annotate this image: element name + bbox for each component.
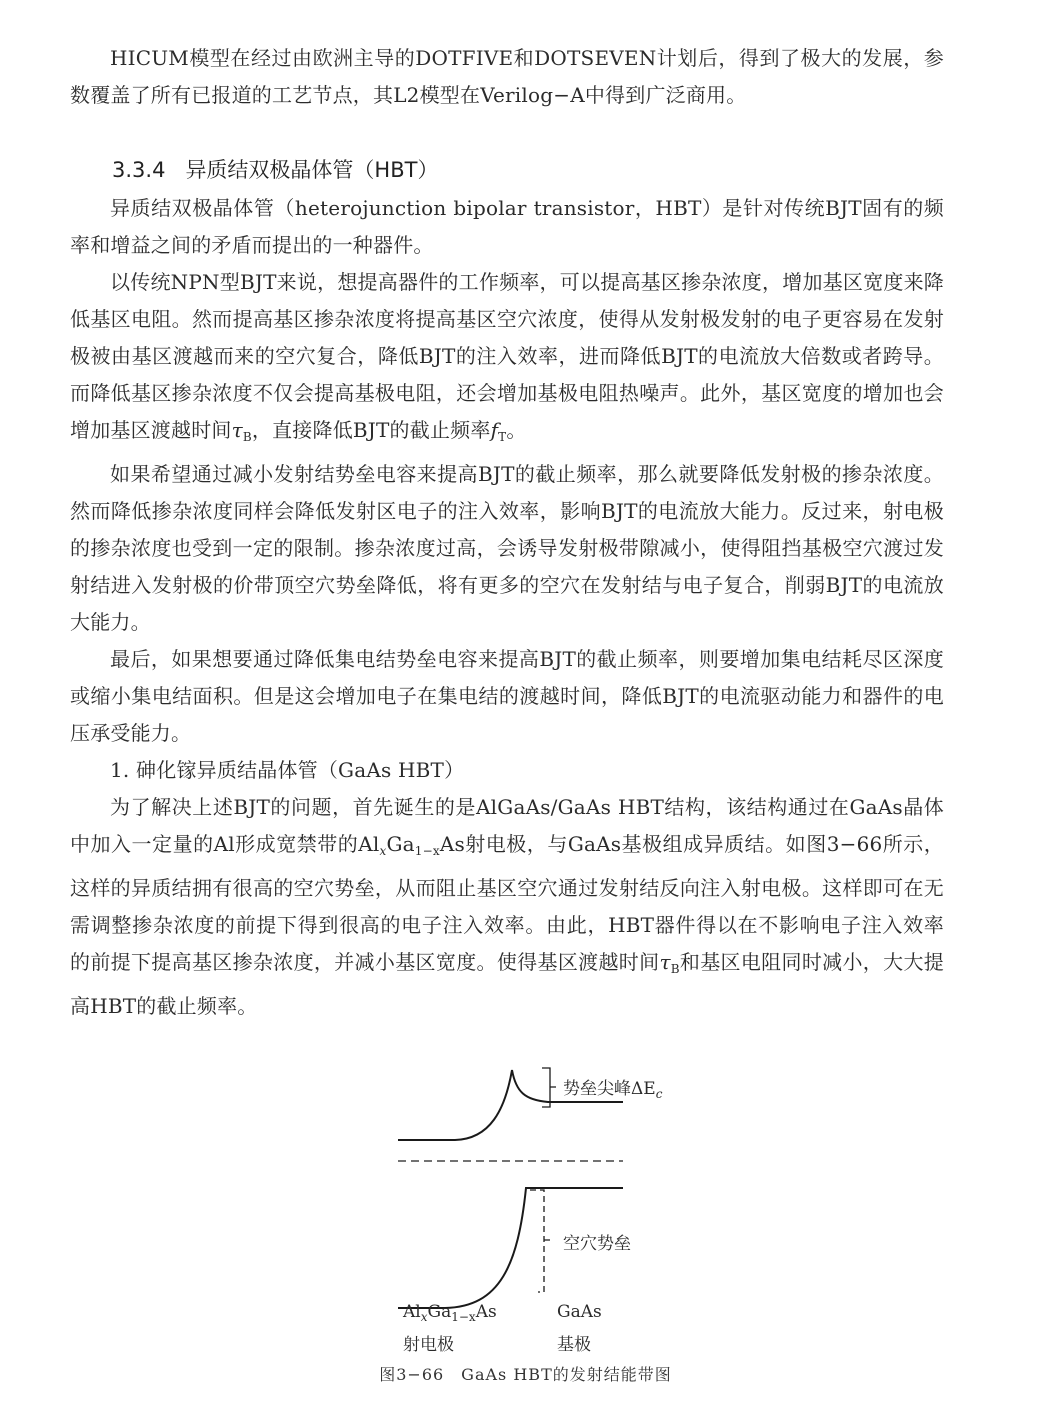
base-material-label: GaAs <box>557 1302 602 1322</box>
band-diagram <box>0 1050 1051 1350</box>
section-number: 3.3.4 <box>112 158 166 182</box>
tau-symbol: τ <box>659 950 671 974</box>
subsection-title-gaas-hbt: 1. 砷化镓异质结晶体管（GaAs HBT） <box>110 758 465 782</box>
emitter-role-label: 射电极 <box>403 1335 454 1355</box>
paragraph-hbt-definition: 异质结双极晶体管（heterojunction bipolar transistor，HBT）是针对传统BJT固有的频率和增益之间的矛盾而提出的一种器件。 <box>70 196 944 257</box>
spike-label-subscript: c <box>655 1087 663 1101</box>
section-heading <box>112 152 438 188</box>
text-run: As <box>475 1302 497 1322</box>
hole-barrier-label: 空穴势垒 <box>563 1234 631 1254</box>
emitter-material-label <box>403 1302 497 1324</box>
spike-label-text: 势垒尖峰ΔE <box>563 1079 656 1099</box>
band-diagram-figure <box>0 1050 1051 1390</box>
hole-barrier-bracket <box>530 1190 550 1292</box>
text-run: 。 <box>506 418 527 442</box>
main-text-block <box>70 190 944 1025</box>
figure-caption: 图3−66 GaAs HBT的发射结能带图 <box>379 1365 672 1384</box>
section-title: 异质结双极晶体管（HBT） <box>185 158 439 182</box>
subscript-x: x <box>379 844 387 858</box>
text-run: 为了解决上述BJT的问题，首先诞生的是AlGaAs/GaAs HBT结构，该结构通过在GaAs晶体中加入一定量的Al形成宽禁带的Al <box>70 795 944 856</box>
text-run: Ga <box>427 1302 452 1322</box>
text-run: As射电极，与GaAs基极组成异质结。如图3−66所示，这样的异质结拥有很高的空穴势垒，从而阻止基区空穴通过发射结反向注入射电极。这样即可在无需调整掺杂浓度的前提下得到很高的电子注入效率。由此，HBT器件得以在不影响电子注入效率的前提下提高基区掺杂浓度，并减小基区宽度。使得基区渡越时间 <box>70 832 944 974</box>
spike-label <box>563 1074 662 1101</box>
tau-subscript: B <box>242 430 252 444</box>
intro-paragraph-block <box>70 40 944 114</box>
paragraph-collector-capacitance: 最后，如果想要通过降低集电结势垒电容来提高BJT的截止频率，则要增加集电结耗尽区深度或缩小集电结面积。但是这会增加电子在集电结的渡越时间，降低BJT的电流驱动能力和器件的电压承受能力。 <box>70 647 944 745</box>
f-subscript: T <box>498 430 507 444</box>
intro-paragraph: HICUM模型在经过由欧洲主导的DOTFIVE和DOTSEVEN计划后，得到了极大的发展，参数覆盖了所有已报道的工艺节点，其L2模型在Verilog−A中得到广泛商用。 <box>70 46 944 107</box>
tau-subscript: B <box>670 962 680 976</box>
subscript-1-x: 1−x <box>414 844 440 858</box>
f-symbol: f <box>490 418 499 442</box>
text-run: 和基区电阻同时减小，大大提高HBT的截止频率。 <box>70 950 944 1018</box>
subscript-1-x: 1−x <box>451 1310 476 1324</box>
text-run: ，直接降低BJT的截止频率 <box>251 418 491 442</box>
paragraph-npn-bjt <box>70 264 944 456</box>
paragraph-emitter-capacitance: 如果希望通过减小发射结势垒电容来提高BJT的截止频率，那么就要降低发射极的掺杂浓度。然而降低掺杂浓度同样会降低发射区电子的注入效率，影响BJT的电流放大能力。反过来，射电极的掺杂浓度也受到一定的限制。掺杂浓度过高，会诱导发射极带隙减小，使得阻挡基极空穴渡过发射结进入发射极的价带顶空穴势垒降低，将有更多的空穴在发射结与电子复合，削弱BJT的电流放大能力。 <box>70 462 944 634</box>
subscript-x: x <box>420 1310 428 1324</box>
text-run: 以传统NPN型BJT来说，想提高器件的工作频率，可以提高基区掺杂浓度，增加基区宽度来降低基区电阻。然而提高基区掺杂浓度将提高基区空穴浓度，使得从发射极发射的电子更容易在发射极被由基区渡越而来的空穴复合，降低BJT的注入效率，进而降低BJT的电流放大倍数或者跨导。而降低基区掺杂浓度不仅会提高基极电阻，还会增加基极电阻热噪声。此外，基区宽度的增加也会增加基区渡越时间 <box>70 270 944 442</box>
tau-symbol: τ <box>231 418 243 442</box>
base-role-label: 基极 <box>557 1335 591 1355</box>
paragraph-algaas-gaas <box>70 789 944 1025</box>
text-run: Ga <box>386 832 415 856</box>
text-run: Al <box>403 1302 421 1322</box>
